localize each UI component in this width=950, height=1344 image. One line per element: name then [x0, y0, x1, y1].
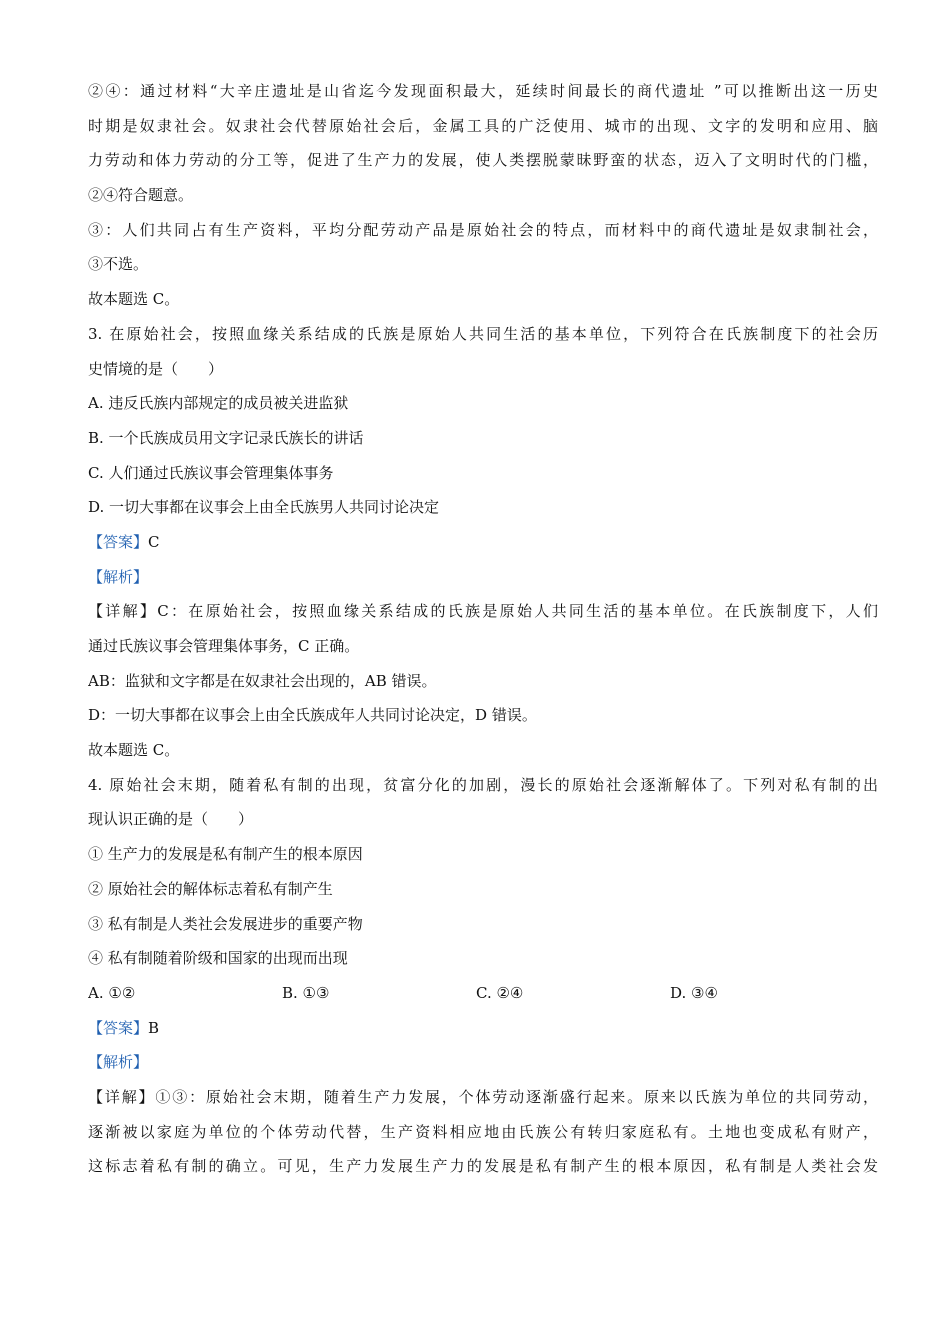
q2-analysis-line: ②④符合题意。	[88, 186, 194, 205]
detail-tag: 【详解】	[88, 602, 158, 621]
q4-stem: 4. 原始社会末期，随着私有制的出现，贫富分化的加剧，漫长的原始社会逐渐解体了。下列对私有制的出	[88, 775, 878, 794]
detail-text: C：在原始社会，按照血缘关系结成的氏族是原始人共同生活的基本单位。在氏族制度下，人们	[157, 602, 878, 621]
detail-text: ①③：原始社会末期，随着生产力发展，个体劳动逐渐盛行起来。原来以氏族为单位的共同劳动，	[155, 1087, 878, 1106]
q3-stem: 3. 在原始社会，按照血缘关系结成的氏族是原始人共同生活的基本单位，下列符合在氏族制度下的社会历	[88, 324, 878, 343]
q4-option-d: D. ③④	[670, 983, 718, 1002]
q3-option-b: B. 一个氏族成员用文字记录氏族长的讲话	[88, 428, 364, 447]
q4-stem: 现认识正确的是（ ）	[88, 810, 254, 829]
q3-analysis-heading	[88, 560, 878, 595]
q4-detail	[88, 1080, 878, 1115]
q3-answer	[88, 525, 878, 560]
q4-detail-line: 逐渐被以家庭为单位的个体劳动代替，生产资料相应地由氏族公有转归家庭私有。土地也变成私有财产，	[88, 1122, 878, 1141]
q4-statement: ① 生产力的发展是私有制产生的根本原因	[88, 845, 363, 864]
q4-statement: ④ 私有制随着阶级和国家的出现而出现	[88, 949, 348, 968]
analysis-tag: 【解析】	[88, 1053, 149, 1072]
document-page	[88, 74, 878, 1184]
q4-analysis-heading	[88, 1045, 878, 1080]
answer-value: C	[148, 532, 160, 551]
q3-ab-line: AB：监狱和文字都是在奴隶社会出现的，AB 错误。	[88, 671, 437, 690]
answer-tag: 【答案】	[88, 1018, 149, 1037]
q3-d-line: D：一切大事都在议事会上由全氏族成年人共同讨论决定，D 错误。	[88, 706, 537, 725]
answer-tag: 【答案】	[88, 532, 149, 551]
q4-option-b: B. ①③	[282, 983, 330, 1002]
q4-option-c: C. ②④	[476, 983, 524, 1002]
q3-stem: 史情境的是（ ）	[88, 359, 224, 378]
answer-value: B	[148, 1018, 160, 1037]
q4-answer	[88, 1011, 878, 1046]
q2-analysis-line: 力劳动和体力劳动的分工等，促进了生产力的发展，使人类摆脱蒙昧野蛮的状态，迈入了文明时代的门槛，	[88, 151, 878, 170]
q2-analysis-line: 时期是奴隶社会。奴隶社会代替原始社会后，金属工具的广泛使用、城市的出现、文字的发明和应用、脑	[88, 116, 878, 135]
q2-analysis-line: ②④：通过材料“大辛庄遗址是山省迄今发现面积最大，延续时间最长的商代遗址 ”可以推断出这一历史	[88, 82, 878, 100]
q3-option-a: A. 违反氏族内部规定的成员被关进监狱	[88, 394, 349, 413]
q4-statement: ③ 私有制是人类社会发展进步的重要产物	[88, 914, 363, 933]
q3-option-d: D. 一切大事都在议事会上由全氏族男人共同讨论决定	[88, 498, 440, 517]
analysis-tag: 【解析】	[88, 567, 149, 586]
q2-analysis-line: ③：人们共同占有生产资料，平均分配劳动产品是原始社会的特点，而材料中的商代遗址是奴隶制社会，	[88, 220, 878, 239]
detail-tag: 【详解】	[88, 1087, 156, 1106]
q3-detail	[88, 594, 878, 629]
q4-detail-line: 这标志着私有制的确立。可见，生产力发展生产力的发展是私有制产生的根本原因，私有制是人类社会发	[88, 1157, 878, 1176]
q2-analysis-line: ③不选。	[88, 255, 149, 274]
q2-conclusion: 故本题选 C。	[88, 290, 180, 309]
q4-option-a: A. ①②	[88, 983, 136, 1002]
q3-detail-line: 通过氏族议事会管理集体事务，C 正确。	[88, 637, 360, 655]
q3-option-c: C. 人们通过氏族议事会管理集体事务	[88, 463, 334, 482]
q4-statement: ② 原始社会的解体标志着私有制产生	[88, 879, 333, 898]
q4-options	[88, 976, 878, 1011]
q3-conclusion: 故本题选 C。	[88, 741, 180, 760]
